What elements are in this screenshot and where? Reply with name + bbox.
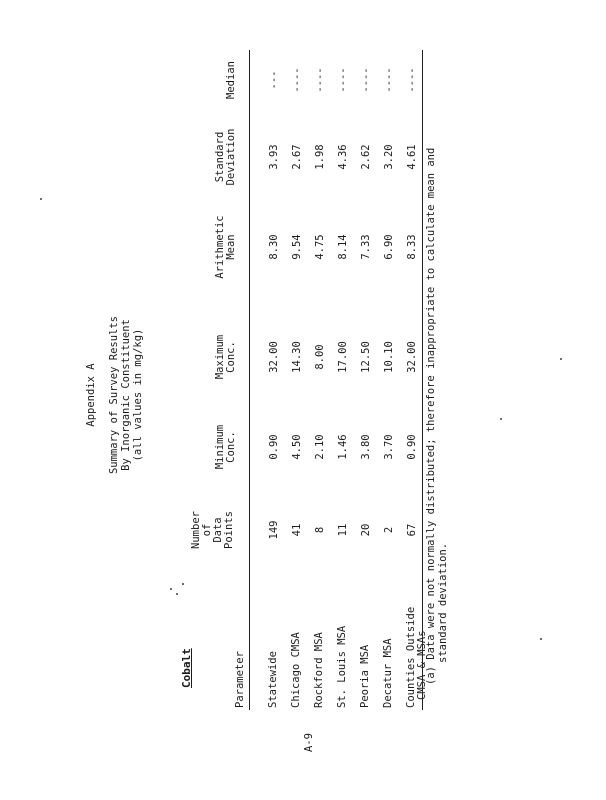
- scan-speck: [176, 594, 178, 596]
- header-text: Maximum: [214, 334, 226, 380]
- cell-std: 4.36: [337, 144, 349, 170]
- constituent-line: By Inorganic Constituent: [120, 319, 132, 471]
- scan-speck: [500, 419, 502, 421]
- cell-points: 8: [314, 526, 326, 534]
- cell-points: 67: [406, 523, 418, 537]
- cell-mean: 8.14: [337, 234, 349, 260]
- cell-min: 3.80: [360, 434, 372, 460]
- footer-rule: [422, 50, 423, 710]
- header-text: Minimum: [214, 424, 226, 470]
- cell-median: ----: [291, 67, 303, 93]
- header-text: Points: [223, 511, 235, 549]
- column-header-maximum: [215, 322, 237, 392]
- row-label-line: Counties Outside: [405, 606, 417, 708]
- scan-speck: [560, 359, 562, 361]
- cell-mean: 8.33: [406, 234, 418, 260]
- appendix-title: Appendix A: [85, 363, 97, 427]
- header-text: of: [201, 523, 213, 537]
- cell-min: 0.90: [268, 434, 280, 460]
- column-header-data-points: [191, 500, 235, 560]
- header-text: Conc.: [225, 431, 237, 463]
- cell-median: ----: [337, 67, 349, 93]
- units-line: (all values in mg/kg): [132, 328, 144, 462]
- cell-min: 1.46: [337, 434, 349, 460]
- cell-std: 2.67: [291, 144, 303, 170]
- row-label-line: CMSA & MSAs: [416, 630, 428, 700]
- column-header-minimum: [215, 412, 237, 482]
- cell-std: 3.93: [268, 144, 280, 170]
- cell-median: ----: [314, 67, 326, 93]
- scan-speck: [170, 589, 172, 591]
- cell-mean: 4.75: [314, 234, 326, 260]
- header-text: Standard: [214, 131, 226, 183]
- header-text: Deviation: [225, 128, 237, 186]
- section-title: Cobalt: [180, 648, 193, 688]
- header-text: Median: [225, 61, 237, 99]
- cell-median: ----: [383, 67, 395, 93]
- cell-max: 17.00: [337, 341, 349, 373]
- cell-median: ----: [360, 67, 372, 93]
- footnote-line: (a) Data were not normally distributed; therefore inappropriate to calculate mean and: [425, 147, 437, 685]
- column-header-parameter: Parameter: [234, 651, 246, 708]
- cell-points: 2: [383, 526, 395, 534]
- header-rule: [249, 50, 250, 710]
- cell-min: 2.10: [314, 434, 326, 460]
- cell-max: 12.50: [360, 341, 372, 373]
- cell-median: ----: [406, 67, 418, 93]
- cell-min: 4.50: [291, 434, 303, 460]
- summary-line: Summary of Survey Results: [108, 315, 120, 475]
- cell-std: 1.98: [314, 144, 326, 170]
- column-header-mean: [215, 207, 237, 287]
- cell-max: 8.00: [314, 344, 326, 370]
- footnote: [425, 148, 449, 685]
- cell-points: 149: [268, 520, 280, 540]
- cell-std: 2.62: [360, 144, 372, 170]
- header-text: Conc.: [225, 341, 237, 373]
- cell-median: ---: [268, 70, 280, 90]
- cell-mean: 6.90: [383, 234, 395, 260]
- scan-speck: [540, 639, 542, 641]
- row-label-rockford: Rockford MSA: [313, 632, 325, 708]
- cell-max: 32.00: [406, 341, 418, 373]
- cell-max: 32.00: [268, 341, 280, 373]
- row-label-decatur: Decatur MSA: [382, 638, 394, 708]
- cell-points: 41: [291, 523, 303, 537]
- page-number: A-9: [303, 733, 315, 752]
- cell-mean: 8.30: [268, 234, 280, 260]
- cell-std: 3.20: [383, 144, 395, 170]
- footnote-line: standard deviation.: [437, 542, 449, 663]
- cell-min: 3.70: [383, 434, 395, 460]
- cell-points: 20: [360, 523, 372, 537]
- cell-max: 14.30: [291, 341, 303, 373]
- row-label-statewide: Statewide: [267, 651, 279, 708]
- header-text: Mean: [225, 234, 237, 260]
- cell-mean: 9.54: [291, 234, 303, 260]
- header-text: Data: [212, 517, 224, 543]
- column-header-std: [215, 117, 237, 197]
- cell-max: 10.10: [383, 341, 395, 373]
- appendix-header: [85, 290, 144, 500]
- cell-min: 0.90: [406, 434, 418, 460]
- cell-std: 4.61: [406, 144, 418, 170]
- row-label-peoria: Peoria MSA: [359, 644, 371, 708]
- scan-speck: [182, 584, 184, 586]
- cell-points: 11: [337, 523, 349, 537]
- scan-speck: [40, 199, 42, 201]
- cell-mean: 7.33: [360, 234, 372, 260]
- row-label-st-louis: St. Louis MSA: [336, 625, 348, 708]
- header-text: Arithmetic: [214, 215, 226, 279]
- column-header-median: [226, 50, 237, 110]
- header-text: Number: [190, 511, 202, 549]
- row-label-chicago: Chicago CMSA: [290, 632, 302, 708]
